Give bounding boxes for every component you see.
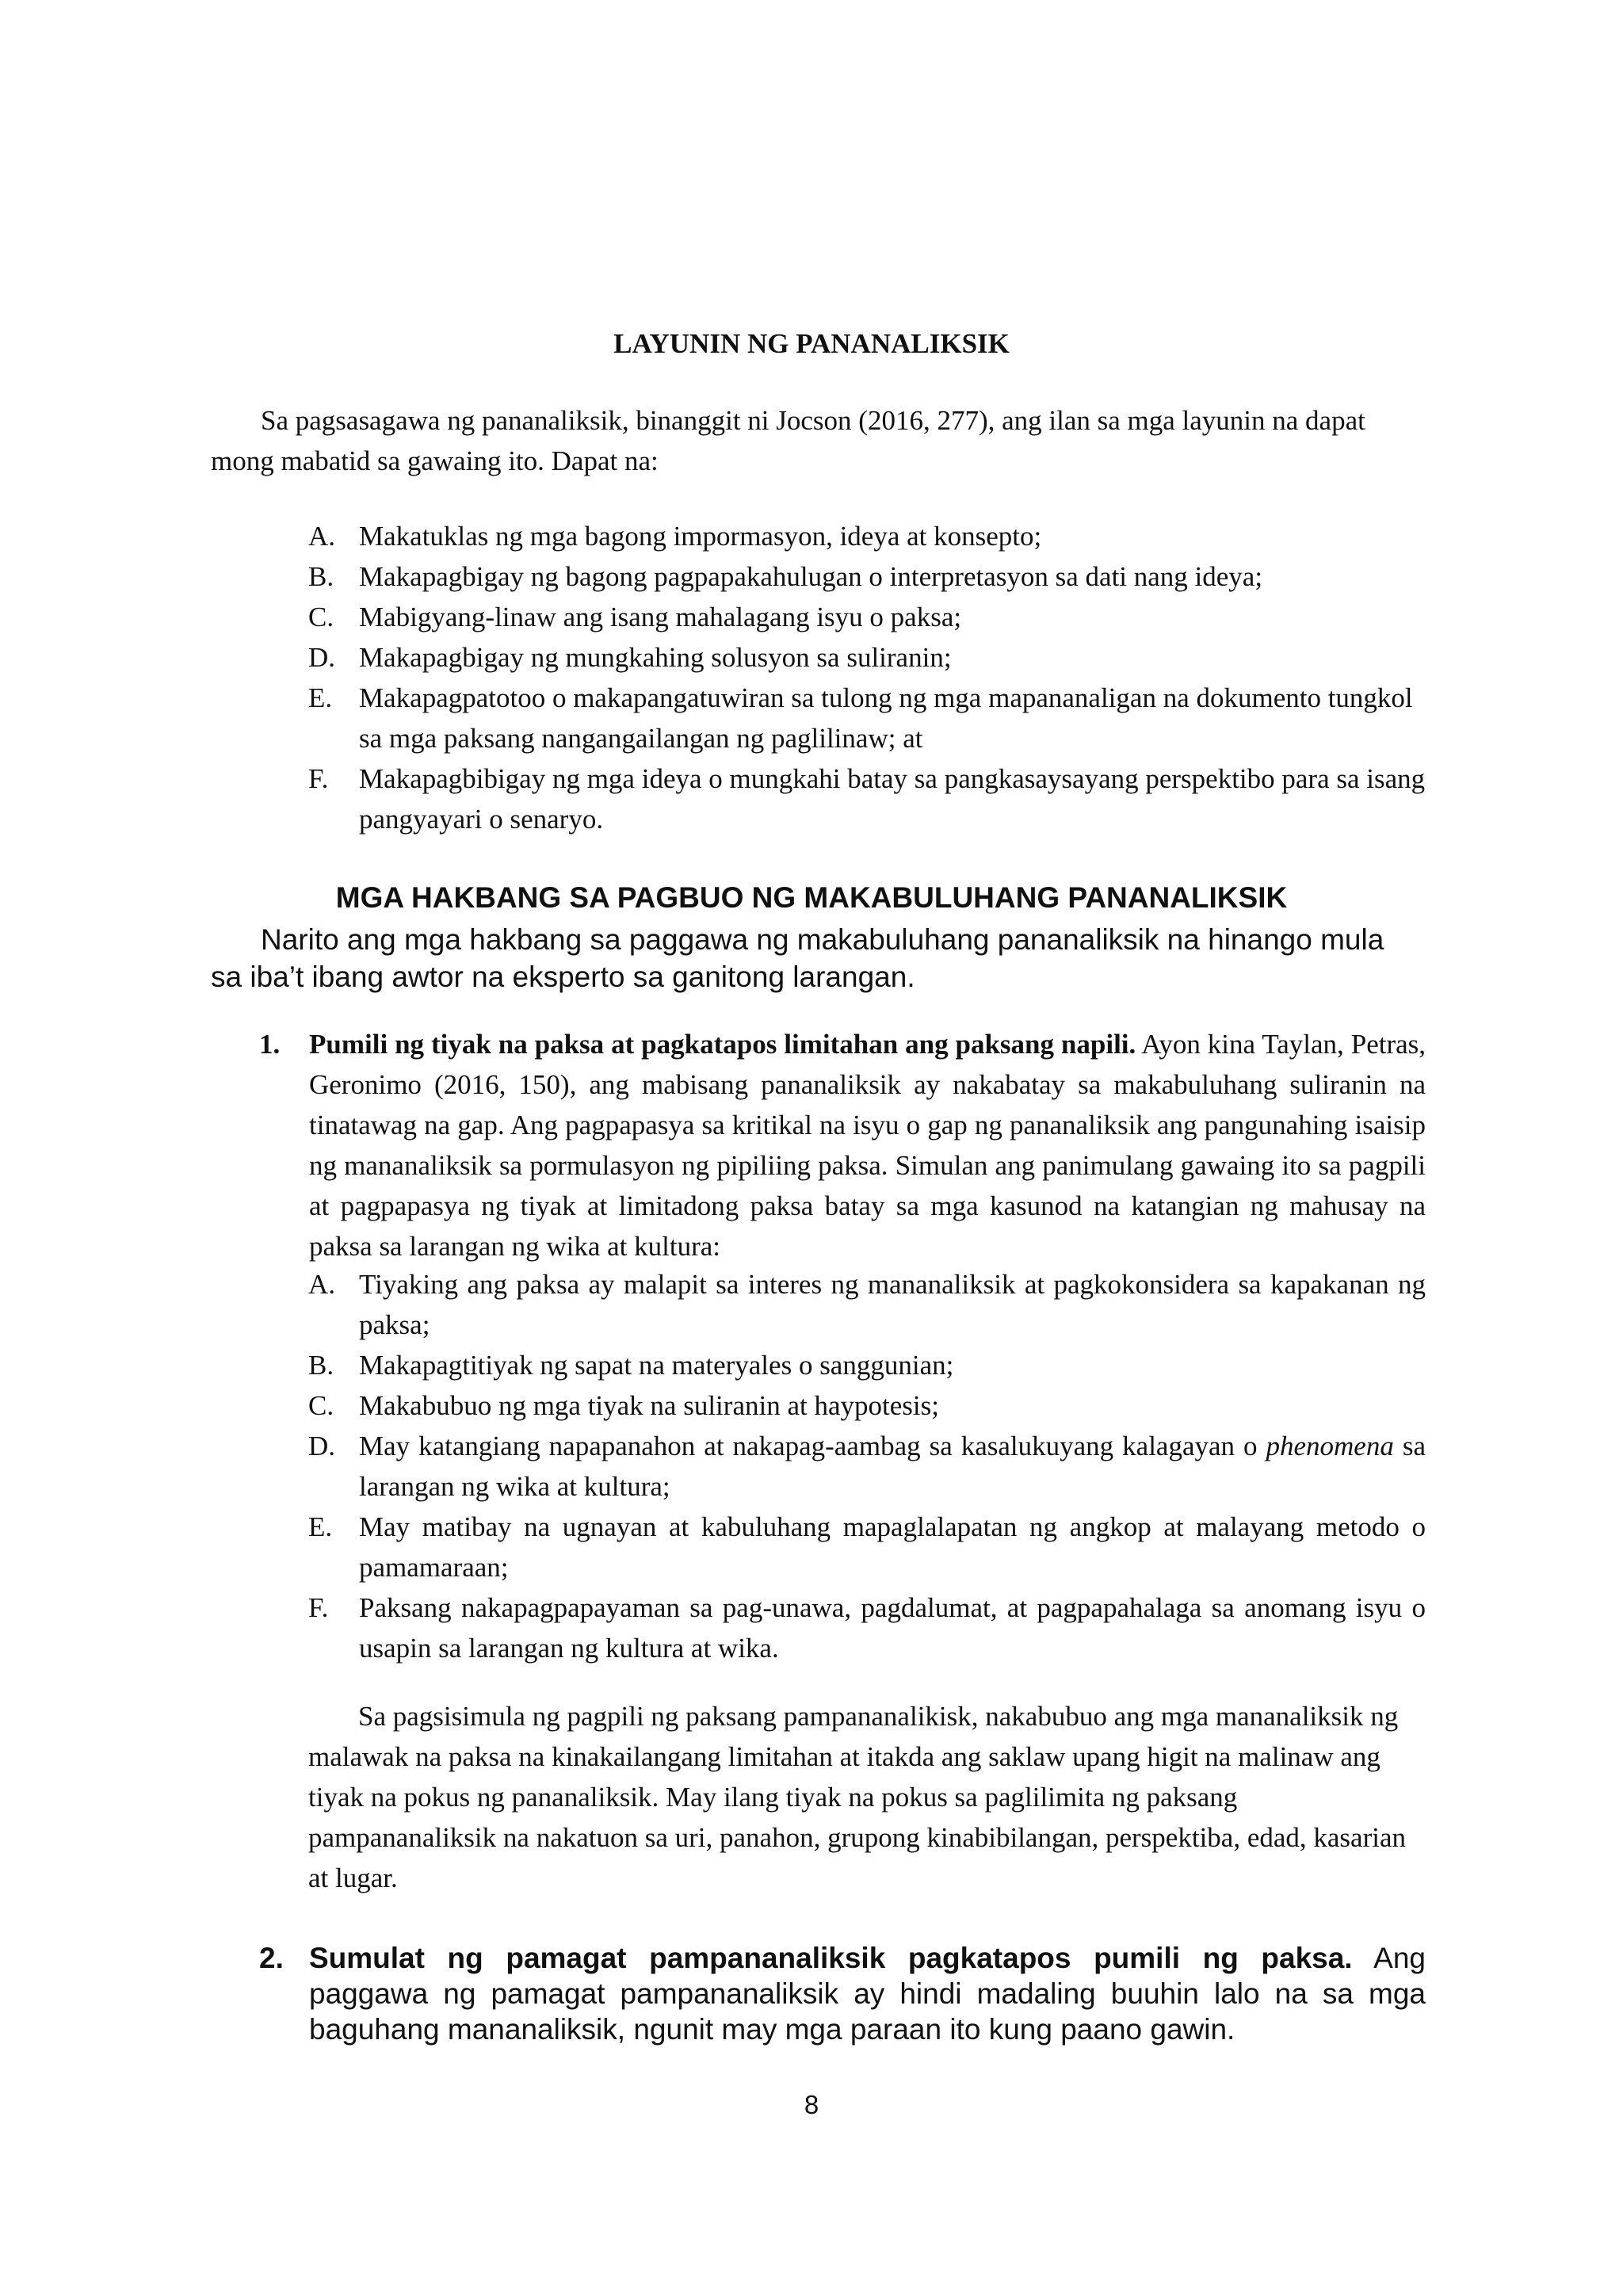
step-heading: Pumili ng tiyak na paksa at pagkatapos limitahan ang paksang napili. (309, 1029, 1136, 1060)
list-item: E. May matibay na ugnayan at kabuluhang mapaglalapatan ng angkop at malayang metodo o pamamaraan; (308, 1511, 1426, 1583)
step-text: Ang paggawa ng pamagat pampananaliksik ay hindi madaling buuhin lalo na sa mga baguhang mananaliksik, ngunit may mga paraan ito kung paano gawin. (309, 1942, 1426, 2046)
list-item: D. Makapagbigay ng mungkahing solusyon sa suliranin; (308, 642, 952, 673)
list-item: C. Makabubuo ng mga tiyak na suliranin at haypotesis; (308, 1390, 939, 1421)
intro-paragraph-hakbang: Narito ang mga hakbang sa paggawa ng makabuluhang pananaliksik na hinango mula sa iba’t ibang awtor na eksperto sa ganitong larangan. (211, 923, 1384, 993)
list-item: B. Makapagtitiyak ng sapat na materyales o sanggunian; (308, 1350, 954, 1381)
layunin-list (308, 516, 1426, 839)
paksa-criteria-list (308, 1264, 1426, 1668)
list-item: F. Makapagbibigay ng mga ideya o mungkahi batay sa pangkasaysayang perspektibo para sa isang pangyayari o senaryo. (308, 763, 1426, 835)
intro-paragraph-layunin: Sa pagsasagawa ng pananaliksik, binanggit ni Jocson (2016, 277), ang ilan sa mga layunin na dapat mong mabatid sa gawaing ito. Dapat na: (211, 405, 1365, 476)
list-item: B. Makapagbigay ng bagong pagpapakahulugan o interpretasyon sa dati nang ideya; (308, 561, 1263, 592)
list-item: A. Tiyaking ang paksa ay malapit sa interes ng mananaliksik at pagkokonsidera sa kapakanan ng paksa; (308, 1269, 1426, 1340)
page-number: 8 (804, 2090, 819, 2119)
list-item: A. Makatuklas ng mga bagong impormasyon, ideya at konsepto; (308, 521, 1042, 552)
step-1-closing-paragraph: Sa pagsisimula ng pagpili ng paksang pampananalikisk, nakabubuo ang mga mananaliksik ng malawak na paksa na kinakailangang limitahan at itakda ang saklaw upang higit na malinaw ang tiyak na pokus ng pananaliksik. May ilang tiyak na pokus sa paglilimita ng paksang pampananaliksik na nakatuon sa uri, panahon, grupong kinabibilangan, perspektiba, edad, kasarian at lugar. (308, 1701, 1406, 1893)
list-item: F. Paksang nakapagpapayaman sa pag-unawa, pagdalumat, at pagpapahalaga sa anomang isyu o usapin sa larangan ng kultura at wika. (308, 1592, 1426, 1664)
step-2 (259, 1940, 1426, 2047)
list-item: E. Makapagpatotoo o makapangatuwiran sa tulong ng mga mapananaligan na dokumento tungkol sa mga paksang nangangailangan ng paglilinaw; at (308, 682, 1413, 754)
step-heading: Sumulat ng pamagat pampananaliksik pagkatapos pumili ng paksa. (309, 1942, 1353, 1974)
section-title-layunin: LAYUNIN NG PANANALIKSIK (613, 328, 1010, 359)
list-item: C. Mabigyang-linaw ang isang mahalagang isyu o paksa; (308, 602, 962, 632)
list-item: D. May katangiang napapanahon at nakapag-aambag sa kasalukuyang kalagayan o phenomena sa larangan ng wika at kultura; (308, 1431, 1426, 1502)
step-text: Ayon kina Taylan, Petras, Geronimo (2016, 150), ang mabisang pananaliksik ay nakabatay sa makabuluhang suliranin na tinatawag na gap. Ang pagpapasya sa kritikal na isyu o gap ng pananaliksik ang pangunahing isaisip ng mananaliksik sa pormulasyon ng pipiliing paksa. Simulan ang panimulang gawaing ito sa pagpili at pagpapasya ng tiyak at limitadong paksa batay sa mga kasunod na katangian ng mahusay na paksa sa larangan ng wika at kultura: (309, 1029, 1426, 1262)
step-1 (259, 1024, 1426, 1266)
step-number: 2. (259, 1942, 284, 1974)
section-title-hakbang: MGA HAKBANG SA PAGBUO NG MAKABULUHANG PANANALIKSIK (335, 881, 1288, 914)
step-number: 1. (259, 1029, 281, 1060)
